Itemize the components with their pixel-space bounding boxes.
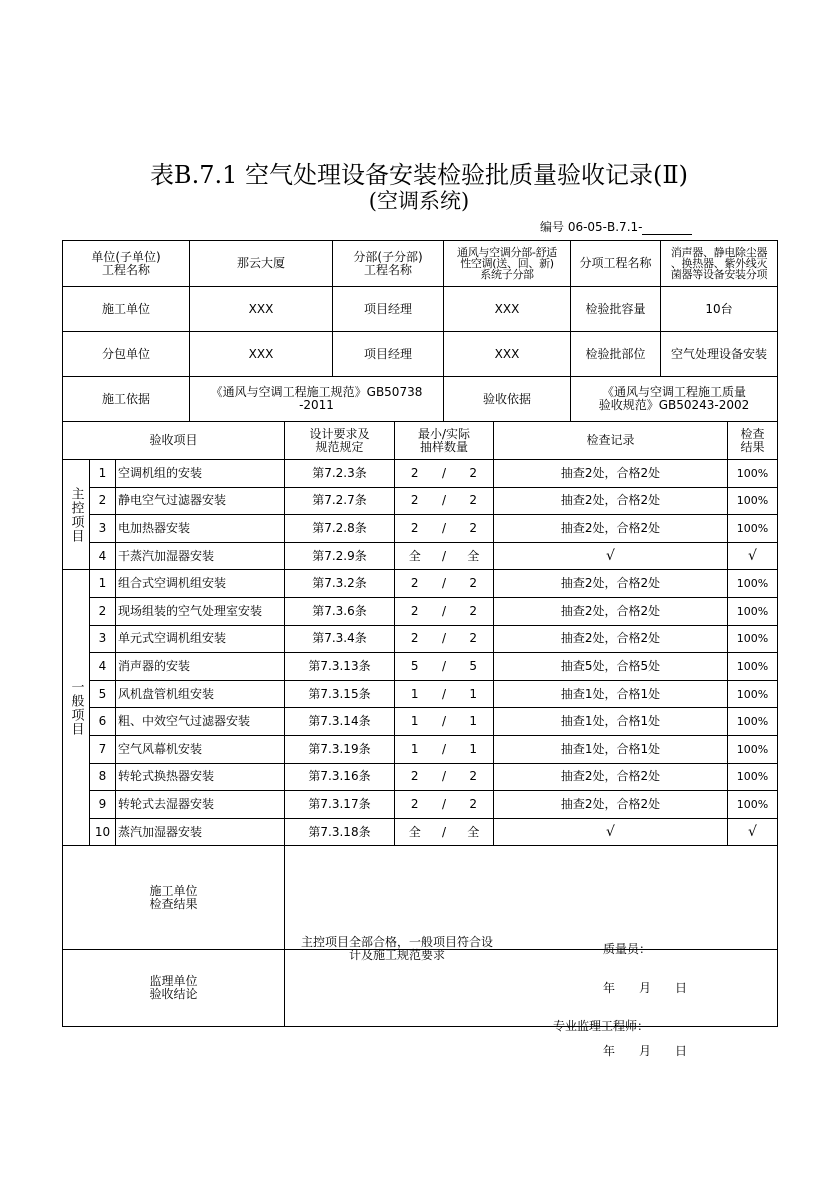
item-clause: 第7.3.14条 [285, 708, 395, 736]
general-row [63, 597, 778, 625]
header-row-construction [63, 287, 778, 332]
supervision-engineer-label: 专业监理工程师： [553, 1019, 650, 1033]
sample-min[interactable]: 全 [395, 818, 435, 846]
project-manager-2-value[interactable]: XXX [444, 332, 571, 377]
item-clause: 第7.2.7条 [285, 487, 395, 515]
item-clause: 第7.3.4条 [285, 625, 395, 653]
sample-separator: / [435, 625, 454, 653]
signature-table [62, 845, 778, 1058]
sample-separator: / [435, 542, 454, 570]
sample-actual[interactable]: 2 [454, 487, 494, 515]
item-number: 3 [90, 625, 116, 653]
item-clause: 第7.3.17条 [285, 791, 395, 819]
batch-location-label: 检验批部位 [571, 332, 661, 377]
check-record[interactable]: 抽查1处，合格1处 [494, 680, 728, 708]
check-result[interactable]: √ [728, 818, 778, 846]
sample-actual[interactable]: 全 [454, 542, 494, 570]
check-result[interactable]: 100% [728, 487, 778, 515]
check-result[interactable]: 100% [728, 597, 778, 625]
check-record[interactable]: 抽查1处，合格1处 [494, 708, 728, 736]
item-number: 2 [90, 597, 116, 625]
item-number: 4 [90, 653, 116, 681]
inspection-result-cell[interactable] [285, 846, 778, 995]
general-row [63, 653, 778, 681]
general-row [63, 818, 778, 846]
column-header-record: 检查记录 [494, 422, 728, 460]
sample-actual[interactable]: 2 [454, 460, 494, 488]
check-record[interactable]: 抽查2处，合格2处 [494, 791, 728, 819]
general-items [63, 570, 778, 846]
check-record[interactable]: 抽查2处，合格2处 [494, 515, 728, 543]
item-clause: 第7.2.9条 [285, 542, 395, 570]
acceptance-basis-label: 验收依据 [444, 377, 571, 422]
column-header-result: 检查 结果 [728, 422, 778, 460]
sample-actual[interactable]: 1 [454, 735, 494, 763]
check-record[interactable]: √ [494, 542, 728, 570]
item-clause: 第7.3.18条 [285, 818, 395, 846]
sample-actual[interactable]: 2 [454, 625, 494, 653]
sample-separator: / [435, 708, 454, 736]
item-clause: 第7.2.3条 [285, 460, 395, 488]
general-row [63, 735, 778, 763]
sample-separator: / [435, 791, 454, 819]
batch-capacity-value[interactable]: 10台 [661, 287, 778, 332]
header-row-project [63, 241, 778, 287]
sample-min[interactable]: 2 [395, 625, 435, 653]
column-header-requirement: 设计要求及 规范规定 [285, 422, 395, 460]
sample-separator: / [435, 597, 454, 625]
check-record[interactable]: 抽查2处，合格2处 [494, 570, 728, 598]
sample-actual[interactable]: 5 [454, 653, 494, 681]
sample-separator: / [435, 680, 454, 708]
check-record[interactable]: 抽查2处，合格2处 [494, 460, 728, 488]
column-header-row [63, 422, 778, 460]
sample-min[interactable]: 全 [395, 542, 435, 570]
check-result[interactable]: 100% [728, 625, 778, 653]
subdivision-value[interactable]: 通风与空调分部-舒适 性空调(送、回、新) 系统子分部 [444, 241, 571, 287]
subcontract-unit-label: 分包单位 [63, 332, 190, 377]
check-record[interactable]: 抽查2处，合格2处 [494, 625, 728, 653]
sample-separator: / [435, 818, 454, 846]
inspection-result-row [63, 846, 778, 950]
sample-min[interactable]: 2 [395, 460, 435, 488]
sample-actual[interactable]: 2 [454, 763, 494, 791]
check-record[interactable]: 抽查5处，合格5处 [494, 653, 728, 681]
item-clause: 第7.2.8条 [285, 515, 395, 543]
item-name: 单元式空调机组安装 [116, 625, 285, 653]
item-name: 空调机组的安装 [116, 460, 285, 488]
sample-actual[interactable]: 全 [454, 818, 494, 846]
sample-separator: / [435, 763, 454, 791]
header-row-subcontract [63, 332, 778, 377]
check-record[interactable]: 抽查1处，合格1处 [494, 735, 728, 763]
sample-separator: / [435, 735, 454, 763]
sample-actual[interactable]: 2 [454, 515, 494, 543]
page-subtitle: (空调系统) [368, 189, 470, 213]
sample-min[interactable]: 1 [395, 735, 435, 763]
document-number [540, 218, 692, 235]
check-result[interactable]: √ [728, 542, 778, 570]
sample-separator: / [435, 653, 454, 681]
document-number-blank[interactable] [642, 223, 692, 235]
main-control-row [63, 515, 778, 543]
item-clause: 第7.3.19条 [285, 735, 395, 763]
construction-unit-value[interactable]: XXX [190, 287, 333, 332]
sample-min[interactable]: 2 [395, 487, 435, 515]
sub-item-value[interactable]: 消声器、静电除尘器 、换热器、紫外线灭 菌器等设备安装分项 [661, 241, 778, 287]
acceptance-basis-value[interactable]: 《通风与空调工程施工质量 验收规范》GB50243-2002 [571, 377, 778, 422]
sample-min[interactable]: 1 [395, 708, 435, 736]
item-name: 干蒸汽加湿器安装 [116, 542, 285, 570]
sample-actual[interactable]: 2 [454, 597, 494, 625]
general-row [63, 791, 778, 819]
item-name: 蒸汽加湿器安装 [116, 818, 285, 846]
item-number: 1 [90, 460, 116, 488]
page-title: 表B.7.1 空气处理设备安装检验批质量验收记录(Ⅱ) [149, 161, 689, 189]
check-record[interactable]: 抽查2处，合格2处 [494, 763, 728, 791]
sub-item-label: 分项工程名称 [571, 241, 661, 287]
check-result[interactable]: 100% [728, 680, 778, 708]
sample-separator: / [435, 460, 454, 488]
form-header-table [62, 240, 778, 422]
sample-min[interactable]: 2 [395, 515, 435, 543]
sample-min[interactable]: 2 [395, 763, 435, 791]
sample-actual[interactable]: 1 [454, 680, 494, 708]
item-clause: 第7.3.2条 [285, 570, 395, 598]
sample-min[interactable]: 2 [395, 791, 435, 819]
supervision-date: 年 月 日 [603, 1044, 688, 1058]
sample-separator: / [435, 570, 454, 598]
item-number: 2 [90, 487, 116, 515]
project-manager-label: 项目经理 [333, 287, 444, 332]
item-number: 5 [90, 680, 116, 708]
unit-name-label: 单位(子单位) 工程名称 [63, 241, 190, 287]
item-name: 空气风幕机安装 [116, 735, 285, 763]
sample-min[interactable]: 2 [395, 597, 435, 625]
check-result[interactable]: 100% [728, 653, 778, 681]
check-result[interactable]: 100% [728, 708, 778, 736]
check-result[interactable]: 100% [728, 515, 778, 543]
sample-separator: / [435, 515, 454, 543]
supervision-result-label: 监理单位 验收结论 [63, 950, 285, 1027]
sample-min[interactable]: 2 [395, 570, 435, 598]
item-clause: 第7.3.6条 [285, 597, 395, 625]
main-control-row [63, 542, 778, 570]
construction-basis-value[interactable]: 《通风与空调工程施工规范》GB50738 -2011 [190, 377, 444, 422]
construction-basis-label: 施工依据 [63, 377, 190, 422]
sample-min[interactable]: 5 [395, 653, 435, 681]
column-header-sample: 最小/实际 抽样数量 [395, 422, 494, 460]
inspection-result-label: 施工单位 检查结果 [63, 846, 285, 950]
sample-actual[interactable]: 1 [454, 708, 494, 736]
unit-name-value[interactable]: 那云大厦 [190, 241, 333, 287]
document-number-label: 编号 06-05-B.7.1- [540, 220, 643, 234]
main-control-row [63, 487, 778, 515]
sample-separator: / [435, 487, 454, 515]
item-number: 8 [90, 763, 116, 791]
item-number: 1 [90, 570, 116, 598]
main-control-row [63, 460, 778, 488]
item-number: 6 [90, 708, 116, 736]
general-row [63, 625, 778, 653]
item-number: 3 [90, 515, 116, 543]
sample-actual[interactable]: 2 [454, 791, 494, 819]
item-name: 组合式空调机组安装 [116, 570, 285, 598]
item-name: 转轮式去湿器安装 [116, 791, 285, 819]
batch-capacity-label: 检验批容量 [571, 287, 661, 332]
subcontract-unit-value[interactable]: XXX [190, 332, 333, 377]
column-header-item: 验收项目 [63, 422, 285, 460]
general-group-label: 一般项目 [63, 570, 90, 846]
item-number: 4 [90, 542, 116, 570]
sample-actual[interactable]: 2 [454, 570, 494, 598]
item-name: 电加热器安装 [116, 515, 285, 543]
subdivision-label: 分部(子分部) 工程名称 [333, 241, 444, 287]
check-result[interactable]: 100% [728, 791, 778, 819]
inspection-date: 年 月 日 [603, 980, 688, 995]
construction-unit-label: 施工单位 [63, 287, 190, 332]
general-row [63, 570, 778, 598]
item-name: 消声器的安装 [116, 653, 285, 681]
check-result[interactable]: 100% [728, 735, 778, 763]
item-number: 9 [90, 791, 116, 819]
check-result[interactable]: 100% [728, 460, 778, 488]
main-control-group-label: 主控项目 [63, 460, 90, 570]
general-row [63, 708, 778, 736]
item-name: 风机盘管机组安装 [116, 680, 285, 708]
items-table [62, 421, 778, 846]
batch-location-value[interactable]: 空气处理设备安装 [661, 332, 778, 377]
check-record[interactable]: 抽查2处，合格2处 [494, 597, 728, 625]
item-clause: 第7.3.13条 [285, 653, 395, 681]
project-manager-2-label: 项目经理 [333, 332, 444, 377]
main-control-items [63, 460, 778, 570]
item-number: 10 [90, 818, 116, 846]
inspection-result-text: 主控项目全部合格，一般项目符合设 计及施工规范要求 [300, 934, 493, 962]
project-manager-value[interactable]: XXX [444, 287, 571, 332]
general-row [63, 763, 778, 791]
check-record[interactable]: √ [494, 818, 728, 846]
header-row-basis [63, 377, 778, 422]
item-name: 转轮式换热器安装 [116, 763, 285, 791]
sample-min[interactable]: 1 [395, 680, 435, 708]
item-clause: 第7.3.15条 [285, 680, 395, 708]
item-name: 现场组装的空气处理室安装 [116, 597, 285, 625]
quality-inspector-label: 质量员： [603, 941, 652, 956]
item-name: 静电空气过滤器安装 [116, 487, 285, 515]
check-result[interactable]: 100% [728, 763, 778, 791]
item-clause: 第7.3.16条 [285, 763, 395, 791]
check-result[interactable]: 100% [728, 570, 778, 598]
item-name: 粗、中效空气过滤器安装 [116, 708, 285, 736]
item-number: 7 [90, 735, 116, 763]
check-record[interactable]: 抽查2处，合格2处 [494, 487, 728, 515]
general-row [63, 680, 778, 708]
